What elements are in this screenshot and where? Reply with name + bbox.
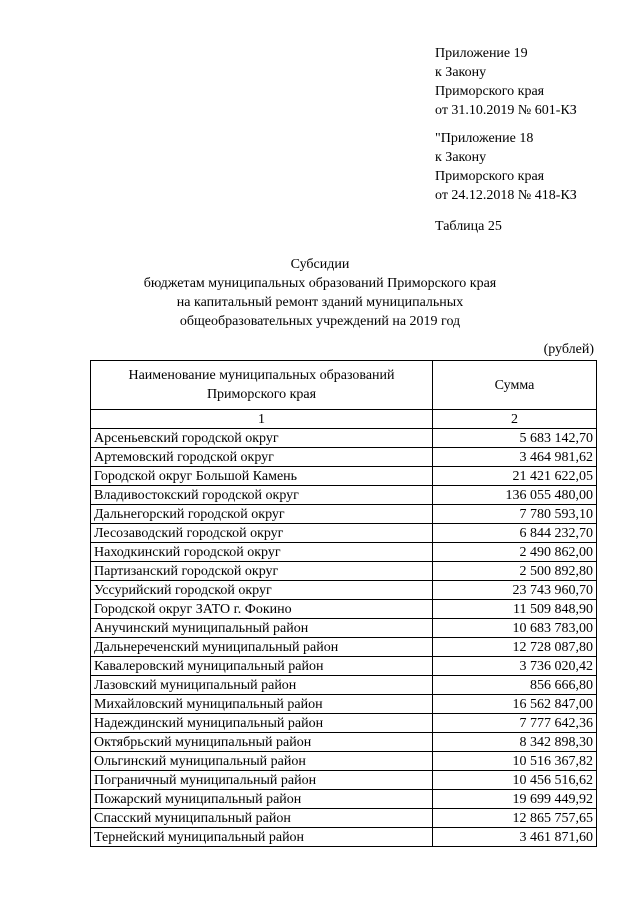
municipality-name: Партизанский городской округ <box>91 562 433 581</box>
municipality-name: Анучинский муниципальный район <box>91 619 433 638</box>
appendix-previous-block <box>435 129 577 205</box>
appendix-previous-line: к Закону <box>435 150 487 165</box>
title-line: общеобразовательных учреждений на 2019 год <box>179 314 461 329</box>
table-number: Таблица 25 <box>435 219 502 234</box>
table-row <box>91 467 597 486</box>
header-name-line: Наименование муниципальных образований <box>128 368 395 383</box>
municipality-name: Артемовский городской округ <box>91 448 433 467</box>
municipality-name: Городской округ ЗАТО г. Фокино <box>91 600 433 619</box>
units-label: (рублей) <box>543 342 594 357</box>
table-row <box>91 638 597 657</box>
municipality-name: Пограничный муниципальный район <box>91 771 433 790</box>
municipality-name: Лазовский муниципальный район <box>91 676 433 695</box>
municipality-name: Михайловский муниципальный район <box>91 695 433 714</box>
table-row <box>91 600 597 619</box>
subsidy-amount: 12 865 757,65 <box>433 809 597 828</box>
appendix-current-line: от 31.10.2019 № 601-КЗ <box>435 103 577 118</box>
title-line: бюджетам муниципальных образований Приморского края <box>143 276 497 291</box>
subsidy-amount: 21 421 622,05 <box>433 467 597 486</box>
subsidy-amount: 3 736 020,42 <box>433 657 597 676</box>
header-name-line: Приморского края <box>206 387 317 402</box>
table-row <box>91 828 597 847</box>
table-row <box>91 657 597 676</box>
municipality-name: Владивостокский городской округ <box>91 486 433 505</box>
table-row <box>91 676 597 695</box>
table-row <box>91 752 597 771</box>
title-line: Субсидии <box>290 257 350 272</box>
title-line: на капитальный ремонт зданий муниципальных <box>176 295 464 310</box>
subsidy-amount: 856 666,80 <box>433 676 597 695</box>
subsidy-amount: 7 780 593,10 <box>433 505 597 524</box>
municipality-name: Пожарский муниципальный район <box>91 790 433 809</box>
subsidy-amount: 3 461 871,60 <box>433 828 597 847</box>
table-row <box>91 448 597 467</box>
municipality-name: Уссурийский городской округ <box>91 581 433 600</box>
subsidy-amount: 5 683 142,70 <box>433 429 597 448</box>
municipality-name: Дальнегорский городской округ <box>91 505 433 524</box>
table-row <box>91 809 597 828</box>
municipality-name: Кавалеровский муниципальный район <box>91 657 433 676</box>
subsidy-amount: 7 777 642,36 <box>433 714 597 733</box>
table-header-row <box>91 361 597 410</box>
appendix-previous-line: от 24.12.2018 № 418-КЗ <box>435 188 577 203</box>
table-row <box>91 733 597 752</box>
column-number-row <box>91 410 597 429</box>
table-row <box>91 714 597 733</box>
municipality-name: Октябрьский муниципальный район <box>91 733 433 752</box>
table-row <box>91 429 597 448</box>
subsidy-amount: 16 562 847,00 <box>433 695 597 714</box>
table-row <box>91 505 597 524</box>
municipality-name: Находкинский городской округ <box>91 543 433 562</box>
appendix-previous-line: Приморского края <box>435 169 545 184</box>
subsidy-amount: 10 516 367,82 <box>433 752 597 771</box>
column-number: 1 <box>91 410 433 429</box>
municipality-name: Дальнереченский муниципальный район <box>91 638 433 657</box>
subsidy-amount: 136 055 480,00 <box>433 486 597 505</box>
subsidy-amount: 12 728 087,80 <box>433 638 597 657</box>
table-row <box>91 543 597 562</box>
appendix-previous-line: "Приложение 18 <box>435 131 534 146</box>
subsidy-amount: 19 699 449,92 <box>433 790 597 809</box>
column-number: 2 <box>433 410 597 429</box>
municipality-name: Ольгинский муниципальный район <box>91 752 433 771</box>
municipality-name: Лесозаводский городской округ <box>91 524 433 543</box>
table-row <box>91 562 597 581</box>
municipality-name: Арсеньевский городской округ <box>91 429 433 448</box>
municipality-name: Городской округ Большой Камень <box>91 467 433 486</box>
subsidy-amount: 2 500 892,80 <box>433 562 597 581</box>
subsidy-amount: 23 743 960,70 <box>433 581 597 600</box>
table-row <box>91 619 597 638</box>
subsidy-amount: 10 456 516,62 <box>433 771 597 790</box>
municipality-name: Надеждинский муниципальный район <box>91 714 433 733</box>
subsidy-amount: 2 490 862,00 <box>433 543 597 562</box>
subsidy-amount: 11 509 848,90 <box>433 600 597 619</box>
document-title <box>0 255 640 331</box>
subsidy-amount: 3 464 981,62 <box>433 448 597 467</box>
header-amount: Сумма <box>433 361 597 410</box>
header-name <box>91 361 433 410</box>
table-row <box>91 524 597 543</box>
table-row <box>91 771 597 790</box>
subsidy-amount: 10 683 783,00 <box>433 619 597 638</box>
table-row <box>91 695 597 714</box>
subsidy-amount: 8 342 898,30 <box>433 733 597 752</box>
appendix-current-line: к Закону <box>435 65 487 80</box>
appendix-current-line: Приморского края <box>435 84 545 99</box>
municipality-name: Тернейский муниципальный район <box>91 828 433 847</box>
table-row <box>91 486 597 505</box>
subsidy-amount: 6 844 232,70 <box>433 524 597 543</box>
municipality-name: Спасский муниципальный район <box>91 809 433 828</box>
appendix-current-block <box>435 44 577 120</box>
subsidies-table <box>90 360 597 847</box>
appendix-current-line: Приложение 19 <box>435 46 528 61</box>
table-body <box>91 429 597 847</box>
table-row <box>91 581 597 600</box>
table-row <box>91 790 597 809</box>
